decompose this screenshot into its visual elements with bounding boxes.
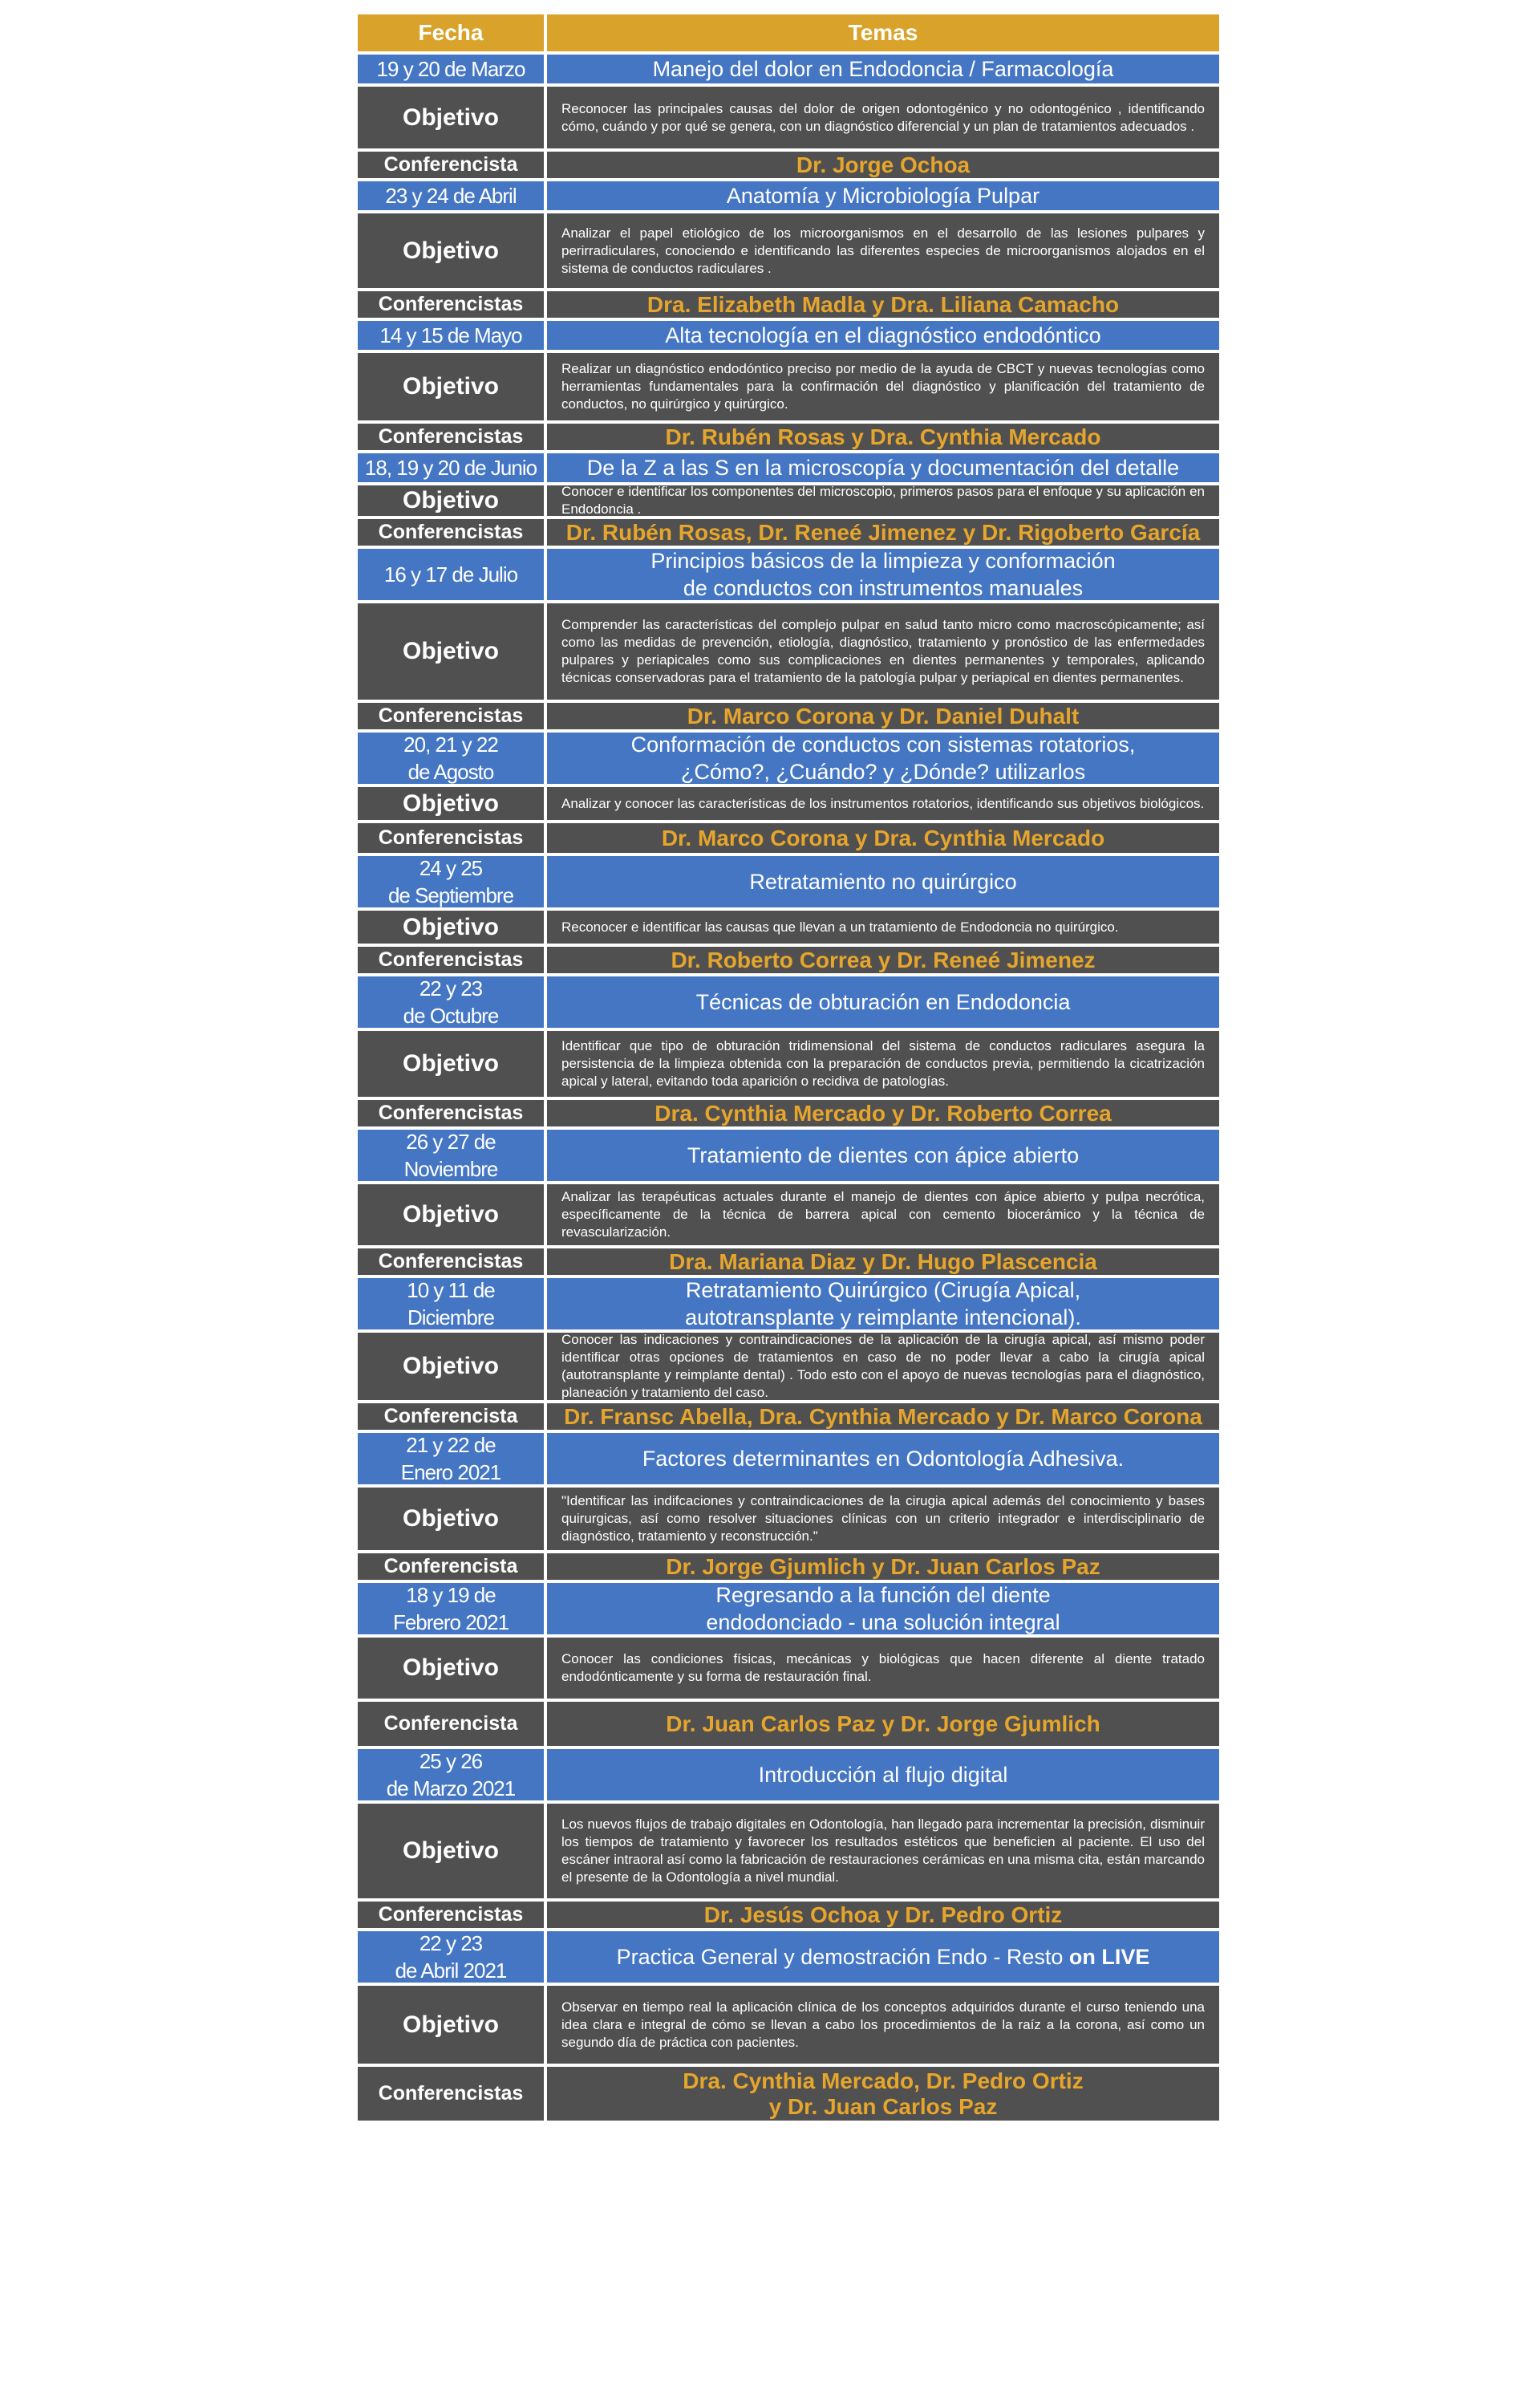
session-topic-text: Practica General y demostración Endo - Resto — [616, 1945, 1064, 1969]
session-date: 18, 19 y 20 de Junio — [358, 453, 544, 482]
objective-text: Analizar el papel etiológico de los microorganismos en el desarrollo de las lesiones pulpares y perirradiculares, conociendo e identificando las diferentes especies de microorganismos alojados en el sistema de conductos radiculares . — [547, 213, 1219, 288]
speaker-names: Dra. Elizabeth Madla y Dra. Liliana Camacho — [547, 291, 1219, 318]
objective-text: Observar en tiempo real la aplicación clínica de los conceptos adquiridos durante el curso teniendo una idea clara e integral de cómo se llevan a cabo los procedimientos de la raíz a la corona, así como un segundo día de práctica con pacientes. — [547, 1986, 1219, 2064]
session-objective-row — [358, 353, 1219, 420]
session-topic — [547, 1433, 1219, 1484]
session-topic-text: Anatomía y Microbiología Pulpar — [726, 184, 1040, 208]
speaker-names: Dr. Rubén Rosas, Dr. Reneé Jimenez y Dr. Rigoberto García — [547, 519, 1219, 546]
session-speaker-row — [358, 1553, 1219, 1580]
session-date-row — [358, 856, 1219, 907]
speaker-label: Conferencista — [358, 152, 544, 178]
session-topic-text: Introducción al flujo digital — [758, 1763, 1008, 1787]
live-tag: on LIVE — [1068, 1945, 1150, 1969]
session-objective-row — [358, 1184, 1219, 1245]
session-topic — [547, 1278, 1219, 1329]
session-date-row — [358, 1278, 1219, 1329]
speaker-names: Dra. Cynthia Mercado y Dr. Roberto Correa — [547, 1100, 1219, 1126]
session-topic-text: Conformación de conductos con sistemas rotatorios, ¿Cómo?, ¿Cuándo? y ¿Dónde? utilizarlos — [630, 733, 1136, 784]
objective-text: Identificar que tipo de obturación tridimensional del sistema de conductos radiculares asegura la persistencia de la limpieza obtenida con la preparación de conductos previa, permitiendo la cicatrización apical y lateral, evitando toda aparición o recidiva de patologías. — [547, 1031, 1219, 1097]
session-date: 19 y 20 de Marzo — [358, 55, 544, 83]
session-date-row — [358, 1931, 1219, 1983]
session-rows — [358, 55, 1219, 2121]
session-date-row — [358, 1583, 1219, 1634]
speaker-label: Conferencista — [358, 1403, 544, 1430]
objective-label: Objetivo — [358, 1488, 544, 1550]
objective-label: Objetivo — [358, 911, 544, 944]
session-topic — [547, 733, 1219, 784]
objective-text: Reconocer las principales causas del dolor de origen odontogénico y no odontogénico , identificando cómo, cuándo y por qué se genera, con un diagnóstico diferencial y un plan de tratamientos adecuados . — [547, 87, 1219, 148]
session-objective-row — [358, 485, 1219, 516]
session-date: 22 y 23 de Octubre — [358, 976, 544, 1028]
session-objective-row — [358, 1488, 1219, 1550]
session-date: 24 y 25 de Septiembre — [358, 856, 544, 907]
objective-text: Analizar y conocer las características de los instrumentos rotatorios, identificando sus objetivos biológicos. — [547, 787, 1219, 820]
speaker-names: Dr. Jesús Ochoa y Dr. Pedro Ortiz — [547, 1902, 1219, 1928]
session-speaker-row — [358, 424, 1219, 450]
speaker-names: Dr. Rubén Rosas y Dra. Cynthia Mercado — [547, 424, 1219, 450]
objective-text: Analizar las terapéuticas actuales durante el manejo de dientes con ápice abierto y pulpa necrótica, específicamente de la técnica de barrera apical con cemento biocerámico y la técnica de revascularización. — [547, 1184, 1219, 1245]
session-topic — [547, 181, 1219, 210]
session-objective-row — [358, 1638, 1219, 1699]
session-objective-row — [358, 1986, 1219, 2064]
session-speaker-row — [358, 1702, 1219, 1746]
objective-text: Conocer e identificar los componentes del microscopio, primeros pasos para el enfoque y su aplicación en Endodoncia . — [547, 485, 1219, 516]
objective-text: Los nuevos flujos de trabajo digitales en Odontología, han llegado para incrementar la precisión, disminuir los tiempos de tratamiento y favorecer los resultados estéticos que beneficien al paciente. El uso del escáner intraoral así como la fabricación de restauraciones cerámicas en una misma cita, están marcando el presente de la Odontología a nivel mundial. — [547, 1804, 1219, 1898]
session-speaker-row — [358, 947, 1219, 973]
session-speaker-row — [358, 1902, 1219, 1928]
objective-label: Objetivo — [358, 1986, 544, 2064]
session-objective-row — [358, 213, 1219, 288]
speaker-names: Dr. Marco Corona y Dra. Cynthia Mercado — [547, 823, 1219, 853]
objective-label: Objetivo — [358, 485, 544, 516]
speaker-label: Conferencistas — [358, 823, 544, 853]
speaker-names: Dr. Juan Carlos Paz y Dr. Jorge Gjumlich — [547, 1702, 1219, 1746]
speaker-label: Conferencista — [358, 1553, 544, 1580]
session-topic-text: Manejo del dolor en Endodoncia / Farmacología — [652, 57, 1114, 81]
session-date-row — [358, 55, 1219, 83]
session-objective-row — [358, 603, 1219, 700]
session-topic — [547, 1130, 1219, 1181]
speaker-label: Conferencistas — [358, 703, 544, 729]
objective-label: Objetivo — [358, 353, 544, 420]
session-objective-row — [358, 787, 1219, 820]
session-speaker-row — [358, 519, 1219, 546]
session-objective-row — [358, 911, 1219, 944]
objective-label: Objetivo — [358, 1638, 544, 1699]
session-date-row — [358, 1433, 1219, 1484]
session-topic — [547, 1749, 1219, 1800]
session-topic-text: Retratamiento no quirúrgico — [749, 870, 1017, 894]
speaker-label: Conferencistas — [358, 424, 544, 450]
session-speaker-row — [358, 703, 1219, 729]
session-date-row — [358, 321, 1219, 350]
speaker-label: Conferencistas — [358, 2067, 544, 2121]
speaker-label: Conferencistas — [358, 947, 544, 973]
session-date: 14 y 15 de Mayo — [358, 321, 544, 350]
objective-text: "Identificar las indifcaciones y contraindicaciones de la cirugia apical además del conocimiento y bases quirurgicas, así como resolver situaciones clínicas con un criterio integrador e interdisciplinario de diagnóstico, tratamiento y reconstrucción." — [547, 1488, 1219, 1550]
objective-label: Objetivo — [358, 787, 544, 820]
session-speaker-row — [358, 1248, 1219, 1275]
session-date-row — [358, 1130, 1219, 1181]
session-speaker-row — [358, 823, 1219, 853]
session-topic-text: Tratamiento de dientes con ápice abierto — [687, 1143, 1080, 1167]
speaker-label: Conferencista — [358, 1702, 544, 1746]
session-topic — [547, 549, 1219, 600]
table-header — [358, 14, 1219, 51]
session-objective-row — [358, 1031, 1219, 1097]
objective-text: Realizar un diagnóstico endodóntico preciso por medio de la ayuda de CBCT y nuevas tecnologías como herramientas fundamentales para la confirmación del diagnóstico y planificación del tratamiento de conductos, no quirúrgico y quirúrgico. — [547, 353, 1219, 420]
session-date-row — [358, 976, 1219, 1028]
session-topic-text: Retratamiento Quirúrgico (Cirugía Apical, autotransplante y reimplante intencional). — [685, 1278, 1081, 1329]
speaker-label: Conferencistas — [358, 519, 544, 546]
session-date-row — [358, 549, 1219, 600]
speaker-names: Dr. Jorge Gjumlich y Dr. Juan Carlos Paz — [547, 1553, 1219, 1580]
session-objective-row — [358, 87, 1219, 148]
date-column-header: Fecha — [358, 14, 544, 51]
objective-label: Objetivo — [358, 1333, 544, 1400]
speaker-label: Conferencistas — [358, 1902, 544, 1928]
session-objective-row — [358, 1804, 1219, 1898]
session-topic — [547, 453, 1219, 482]
session-date-row — [358, 453, 1219, 482]
speaker-names: Dr. Jorge Ochoa — [547, 152, 1219, 178]
session-date-row — [358, 181, 1219, 210]
session-date-row — [358, 1749, 1219, 1800]
objective-label: Objetivo — [358, 603, 544, 700]
session-topic — [547, 55, 1219, 83]
session-date-row — [358, 733, 1219, 784]
session-date: 23 y 24 de Abril — [358, 181, 544, 210]
speaker-label: Conferencistas — [358, 1100, 544, 1126]
speaker-names: Dr. Marco Corona y Dr. Daniel Duhalt — [547, 703, 1219, 729]
speaker-label: Conferencistas — [358, 291, 544, 318]
speaker-names: Dra. Cynthia Mercado, Dr. Pedro Ortiz y Dr. Juan Carlos Paz — [547, 2067, 1219, 2121]
session-topic-text: Alta tecnología en el diagnóstico endodóntico — [665, 323, 1101, 347]
objective-label: Objetivo — [358, 87, 544, 148]
session-objective-row — [358, 1333, 1219, 1400]
objective-label: Objetivo — [358, 1804, 544, 1898]
session-date: 20, 21 y 22 de Agosto — [358, 733, 544, 784]
session-topic-text: Principios básicos de la limpieza y conformación de conductos con instrumentos manuales — [650, 549, 1116, 600]
objective-text: Conocer las condiciones físicas, mecánicas y biológicas que hacen diferente al diente tratado endodónticamente y su forma de restauración final. — [547, 1638, 1219, 1699]
session-topic-text: De la Z a las S en la microscopía y documentación del detalle — [586, 456, 1180, 480]
session-topic — [547, 976, 1219, 1028]
topic-column-header: Temas — [547, 14, 1219, 51]
speaker-label: Conferencistas — [358, 1248, 544, 1275]
session-date: 18 y 19 de Febrero 2021 — [358, 1583, 544, 1634]
session-topic — [547, 1583, 1219, 1634]
objective-text: Reconocer e identificar las causas que llevan a un tratamiento de Endodoncia no quirúrgico. — [547, 911, 1219, 944]
objective-label: Objetivo — [358, 1184, 544, 1245]
session-date: 22 y 23 de Abril 2021 — [358, 1931, 544, 1983]
session-topic — [547, 856, 1219, 907]
schedule-table — [358, 14, 1219, 2121]
session-speaker-row — [358, 1100, 1219, 1126]
session-topic-text: Técnicas de obturación en Endodoncia — [695, 990, 1071, 1014]
session-topic-text: Factores determinantes en Odontología Adhesiva. — [642, 1447, 1125, 1471]
session-topic — [547, 321, 1219, 350]
objective-label: Objetivo — [358, 1031, 544, 1097]
session-date: 21 y 22 de Enero 2021 — [358, 1433, 544, 1484]
session-speaker-row — [358, 291, 1219, 318]
session-speaker-row — [358, 152, 1219, 178]
session-topic-text: Regresando a la función del diente endodonciado - una solución integral — [706, 1583, 1060, 1634]
session-date: 10 y 11 de Diciembre — [358, 1278, 544, 1329]
session-date: 25 y 26 de Marzo 2021 — [358, 1749, 544, 1800]
objective-text: Conocer las indicaciones y contraindicaciones de la aplicación de la cirugía apical, así mismo poder identificar otras opciones de tratamientos en caso de no poder llevar a cabo la cirugía apical (autotransplante y reimplante dental) . Todo esto con el apoyo de nuevas tecnologías para el diagnóstico, planeación y tratamiento del caso. — [547, 1333, 1219, 1400]
session-speaker-row — [358, 2067, 1219, 2121]
objective-label: Objetivo — [358, 213, 544, 288]
session-date: 26 y 27 de Noviembre — [358, 1130, 544, 1181]
speaker-names: Dra. Mariana Diaz y Dr. Hugo Plascencia — [547, 1248, 1219, 1275]
objective-text: Comprender las características del complejo pulpar en salud tanto micro como macroscópicamente; así como las medidas de prevención, etiología, diagnóstico, tratamiento y pronóstico de las enfermedades pulpares y periapicales como sus complicaciones en dientes permanentes y temporales, aplicando técnicas conservadoras para el tratamiento de la patología pulpar y periapical en dientes permanentes. — [547, 603, 1219, 700]
session-topic — [547, 1931, 1219, 1983]
speaker-names: Dr. Roberto Correa y Dr. Reneé Jimenez — [547, 947, 1219, 973]
speaker-names: Dr. Fransc Abella, Dra. Cynthia Mercado y Dr. Marco Corona — [547, 1403, 1219, 1430]
session-speaker-row — [358, 1403, 1219, 1430]
session-date: 16 y 17 de Julio — [358, 549, 544, 600]
